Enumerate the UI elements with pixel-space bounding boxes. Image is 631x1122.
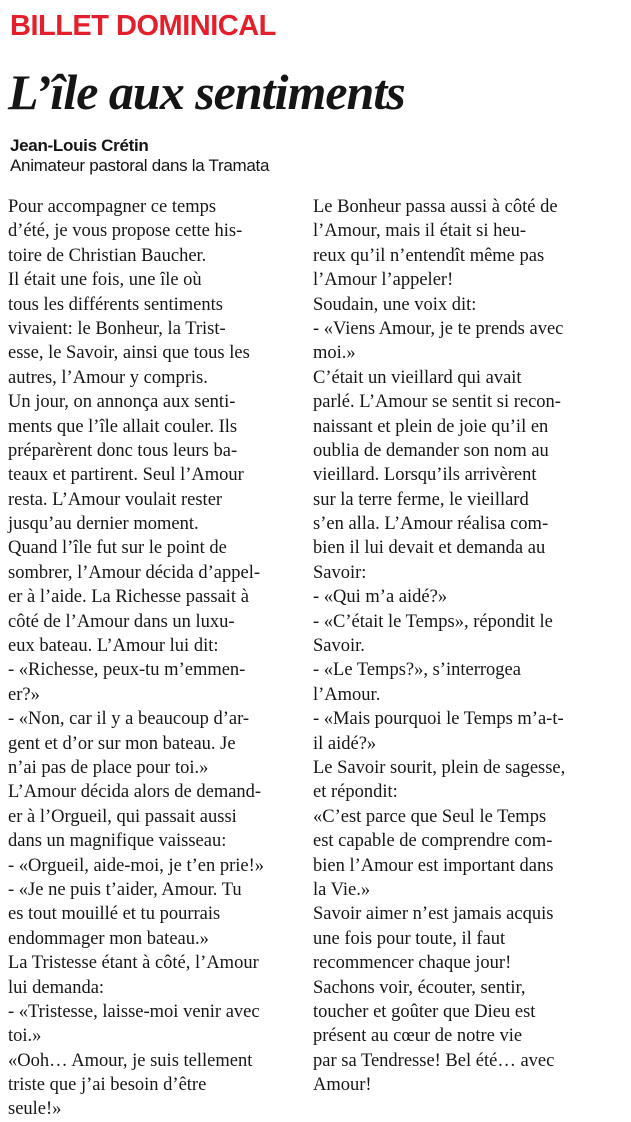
text-line: Savoir. xyxy=(313,636,365,657)
text-line: préparèrent donc tous leurs ba- xyxy=(8,440,238,461)
text-line: Pour accompagner ce temps xyxy=(8,197,217,217)
text-line: naissant et plein de joie qu’il en xyxy=(313,416,549,437)
text-line: toire de Christian Baucher. xyxy=(8,245,207,266)
text-line: es tout mouillé et tu pourrais xyxy=(8,904,221,925)
text-line: gent et d’or sur mon bateau. Je xyxy=(8,733,236,754)
text-line: n’ai pas de place pour toi.» xyxy=(8,757,209,778)
text-line: - «Non, car il y a beaucoup d’ar- xyxy=(8,709,250,730)
text-line: reux qu’il n’entendît même pas xyxy=(313,245,545,266)
author-role: Animateur pastoral dans la Tramata xyxy=(10,156,270,175)
text-line: endommager mon bateau.» xyxy=(8,928,209,949)
text-line: bien l’Amour est important dans xyxy=(313,855,554,876)
text-line: toi.» xyxy=(8,1026,42,1047)
text-line: Un jour, on annonça aux senti- xyxy=(8,392,236,413)
text-line: toucher et goûter que Dieu est xyxy=(313,1001,536,1022)
text-line: côté de l’Amour dans un luxu- xyxy=(8,611,235,632)
text-line: Savoir aimer n’est jamais acquis xyxy=(313,904,554,925)
text-line: er?» xyxy=(8,684,40,705)
text-column-right xyxy=(313,195,613,1097)
text-line: - «Qui m’a aidé?» xyxy=(313,587,448,608)
text-line: dans un magnifique vaisseau: xyxy=(8,831,227,852)
text-column-left xyxy=(8,195,300,1122)
text-line: resta. L’Amour voulait rester xyxy=(8,489,223,510)
author-name: Jean-Louis Crétin xyxy=(10,136,149,155)
text-line: autres, l’Amour y compris. xyxy=(8,367,208,388)
text-line: et répondit: xyxy=(313,782,398,803)
text-line: Quand l’île fut sur le point de xyxy=(8,538,227,559)
text-line: ments que l’île allait couler. Ils xyxy=(8,416,238,437)
text-line: la Vie.» xyxy=(313,879,371,900)
text-line: seule!» xyxy=(8,1099,62,1120)
text-line: - «Richesse, peux-tu m’emmen- xyxy=(8,660,246,681)
text-line: lui demanda: xyxy=(8,977,105,998)
text-line: triste que j’ai besoin d’être xyxy=(8,1075,207,1096)
text-line: eux bateau. L’Amour lui dit: xyxy=(8,636,219,657)
text-line: La Tristesse étant à côté, l’Amour xyxy=(8,953,259,974)
text-line: - «Viens Amour, je te prends avec xyxy=(313,318,564,339)
text-line: esse, le Savoir, ainsi que tous les xyxy=(8,343,250,364)
text-line: C’était un vieillard qui avait xyxy=(313,367,522,388)
text-line: L’Amour décida alors de demand- xyxy=(8,782,262,803)
text-line: «C’est parce que Seul le Temps xyxy=(313,806,547,827)
text-line: er à l’Orgueil, qui passait aussi xyxy=(8,806,237,827)
text-line: s’en alla. L’Amour réalisa com- xyxy=(313,514,549,535)
text-line: oublia de demander son nom au xyxy=(313,440,549,461)
text-line: jusqu’au dernier moment. xyxy=(8,514,199,535)
text-line: - «Tristesse, laisse-moi venir avec xyxy=(8,1001,260,1022)
text-line: Amour! xyxy=(313,1075,372,1096)
text-line: Sachons voir, écouter, sentir, xyxy=(313,977,526,998)
text-line: er à l’aide. La Richesse passait à xyxy=(8,587,249,608)
text-line: présent au cœur de notre vie xyxy=(313,1026,523,1047)
text-line: - «Mais pourquoi le Temps m’a-t- xyxy=(313,709,564,730)
text-line: - «Le Temps?», s’interrogea xyxy=(313,660,521,681)
text-line: sombrer, l’Amour décida d’appel- xyxy=(8,562,260,583)
text-line: l’Amour. xyxy=(313,684,381,705)
text-line: d’été, je vous propose cette his- xyxy=(8,221,243,242)
text-line: l’Amour l’appeler! xyxy=(313,270,454,291)
text-line: bien il lui devait et demanda au xyxy=(313,538,546,559)
text-line: recommencer chaque jour! xyxy=(313,953,512,974)
text-line: - «C’était le Temps», répondit le xyxy=(313,611,553,632)
article-title: L’île aux sentiments xyxy=(8,64,405,120)
text-line: tous les différents sentiments xyxy=(8,294,223,315)
text-line: est capable de comprendre com- xyxy=(313,831,553,852)
text-line: - «Orgueil, aide-moi, je t’en prie!» xyxy=(8,855,265,876)
text-line: Le Savoir sourit, plein de sagesse, xyxy=(313,757,566,778)
text-line: parlé. L’Amour se sentit si recon- xyxy=(313,392,561,413)
text-line: vieillard. Lorsqu’ils arrivèrent xyxy=(313,465,537,486)
text-line: Il était une fois, une île où xyxy=(8,270,202,291)
text-line: «Ooh… Amour, je suis tellement xyxy=(8,1050,253,1071)
text-line: Soudain, une voix dit: xyxy=(313,294,477,315)
text-line: moi.» xyxy=(313,343,356,364)
byline xyxy=(10,136,269,176)
section-kicker: BILLET DOMINICAL xyxy=(10,10,276,42)
text-line: sur la terre ferme, le vieillard xyxy=(313,489,529,510)
text-line: - «Je ne puis t’aider, Amour. Tu xyxy=(8,879,242,900)
text-line: Le Bonheur passa aussi à côté de xyxy=(313,197,558,217)
text-line: il aidé?» xyxy=(313,733,377,754)
text-line: teaux et partirent. Seul l’Amour xyxy=(8,465,244,486)
text-line: vivaient: le Bonheur, la Trist- xyxy=(8,318,226,339)
text-line: Savoir: xyxy=(313,562,367,583)
text-line: une fois pour toute, il faut xyxy=(313,928,506,949)
text-line: l’Amour, mais il était si heu- xyxy=(313,221,526,242)
text-line: par sa Tendresse! Bel été… avec xyxy=(313,1050,555,1071)
